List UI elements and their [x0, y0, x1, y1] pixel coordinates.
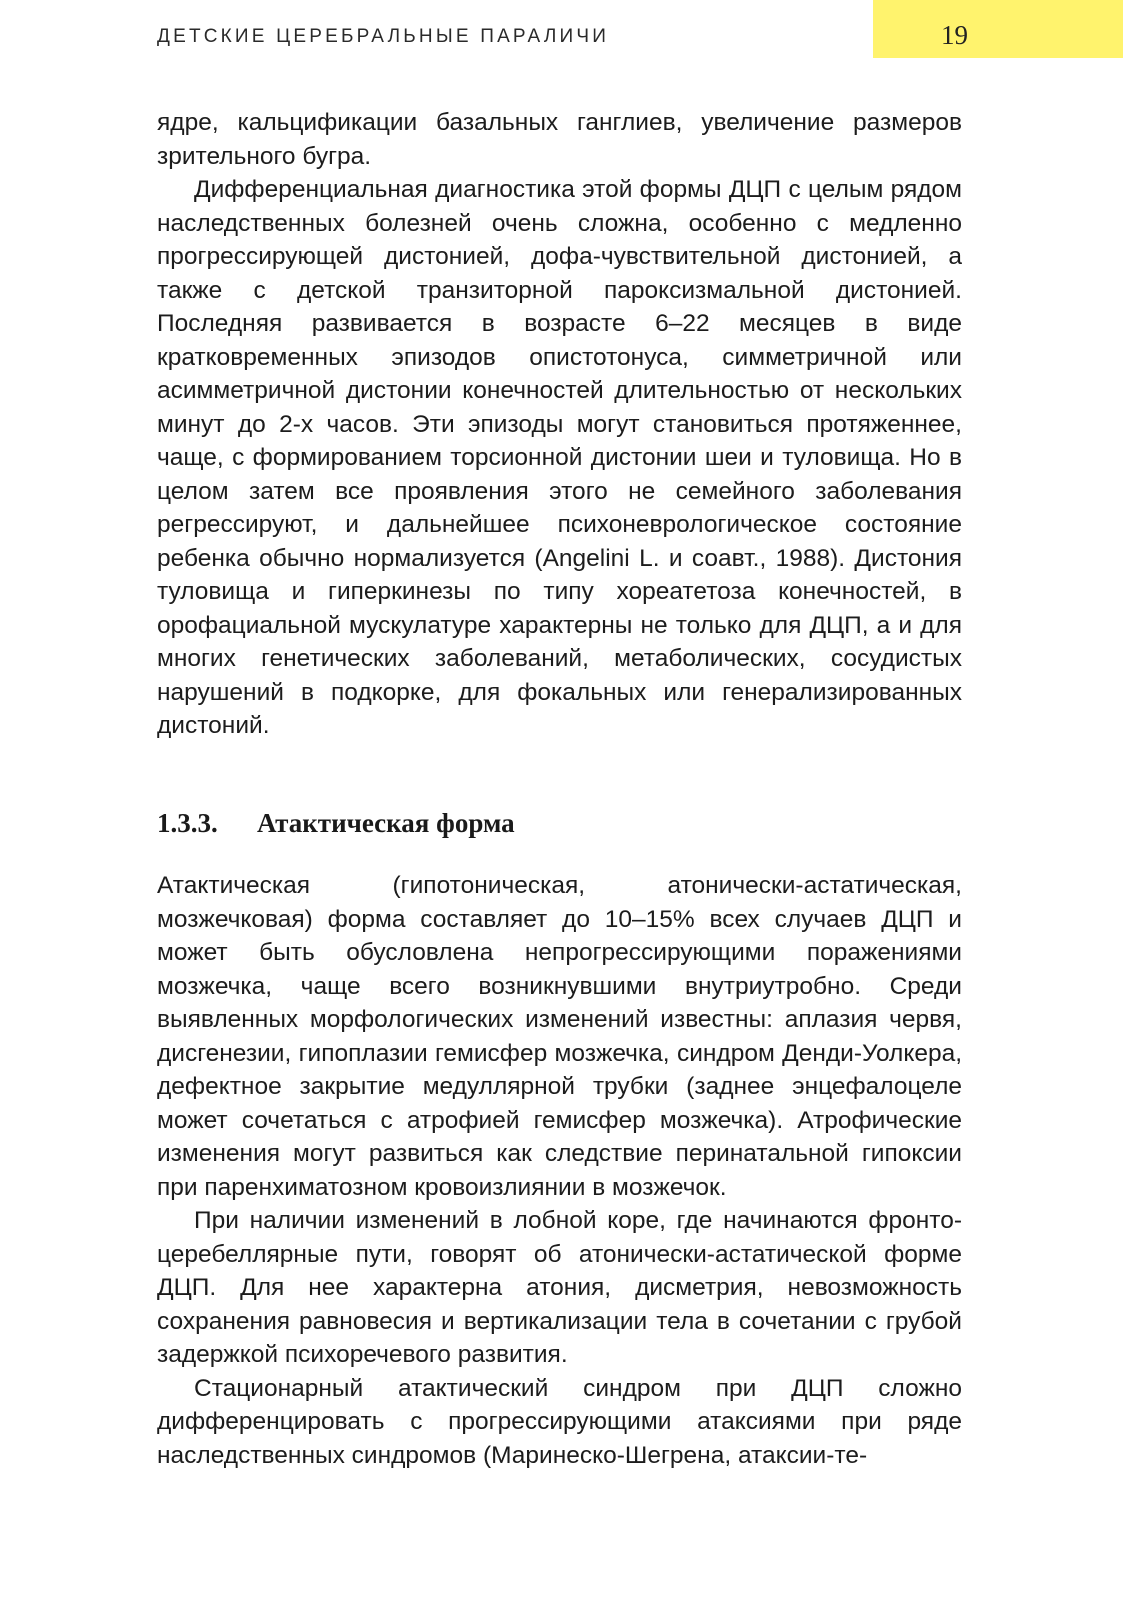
page-number-box [873, 0, 1123, 58]
paragraph-continuation: ядре, кальцификации базальных ганглиев, увеличение размеров зрительного бугра. [157, 109, 962, 170]
page-number: 19 [941, 20, 968, 50]
section-number: 1.3.3. [157, 808, 218, 838]
page-header [0, 0, 1123, 58]
paragraph-stationary-syndrome: Стационарный атактический синдром при ДЦП сложно дифференцировать с прогрессирующими атаксиями при ряде наследственных синдромов (Маринеско-Шегрена, атаксии-те- [157, 1374, 962, 1469]
section-title: Атактическая форма [257, 808, 515, 838]
running-title: ДЕТСКИЕ ЦЕРЕБРАЛЬНЫЕ ПАРАЛИЧИ [157, 26, 610, 47]
section-text-block [157, 869, 962, 1472]
top-text-block [157, 106, 962, 743]
paragraph-ataxic-form: Атактическая (гипотоническая, атонически-астатическая, мозжечковая) форма составляет до 10–15% всех случаев ДЦП и может быть обусловлена непрогрессирующими поражениями мозжечка, чаще всего возникнувшими внутриутробно. Среди выявленных морфологических изменений известны: аплазия червя, дисгенезии, гипоплазии гемисфер мозжечка, синдром Денди-Уолкера, дефектное закрытие медуллярной трубки (заднее энцефалоцеле может сочетаться с атрофией гемисфер мозжечка). Атрофические изменения могут развиться как следствие перинатальной гипоксии при паренхиматозном кровоизлиянии в мозжечок. [157, 872, 962, 1201]
paragraph-differential-diagnosis: Дифференциальная диагностика этой формы ДЦП с целым рядом наследственных болезней очень сложна, особенно с медленно прогрессирующей дистонией, дофа-чувствительной дистонией, а также с детской транзиторной пароксизмальной дистонией. Последняя развивается в возрасте 6–22 месяцев в виде кратковременных эпизодов опистотонуса, симметричной или асимметричной дистонии конечностей длительностью от нескольких минут до 2-х часов. Эти эпизоды могут становиться протяженнее, чаще, с формированием торсионной дистонии шеи и туловища. Но в целом затем все проявления этого не семейного заболевания регрессируют, и дальнейшее психоневрологическое состояние ребенка обычно нормализуется (Angelini L. и соавт., 1988). Дистония туловища и гиперкинезы по типу хореатетоза конечностей, в орофациальной мускулатуре характерны не только для ДЦП, а и для многих генетических заболеваний, метаболических, сосудистых нарушений в подкорке, для фокальных или генерализированных дистоний. [157, 176, 962, 739]
section-heading [157, 808, 515, 839]
paragraph-frontal-cortex: При наличии изменений в лобной коре, где начинаются фронто-церебеллярные пути, говорят об атонически-астатической форме ДЦП. Для нее характерна атония, дисметрия, невозможность сохранения равновесия и вертикализации тела в сочетании с грубой задержкой психоречевого развития. [157, 1207, 962, 1368]
